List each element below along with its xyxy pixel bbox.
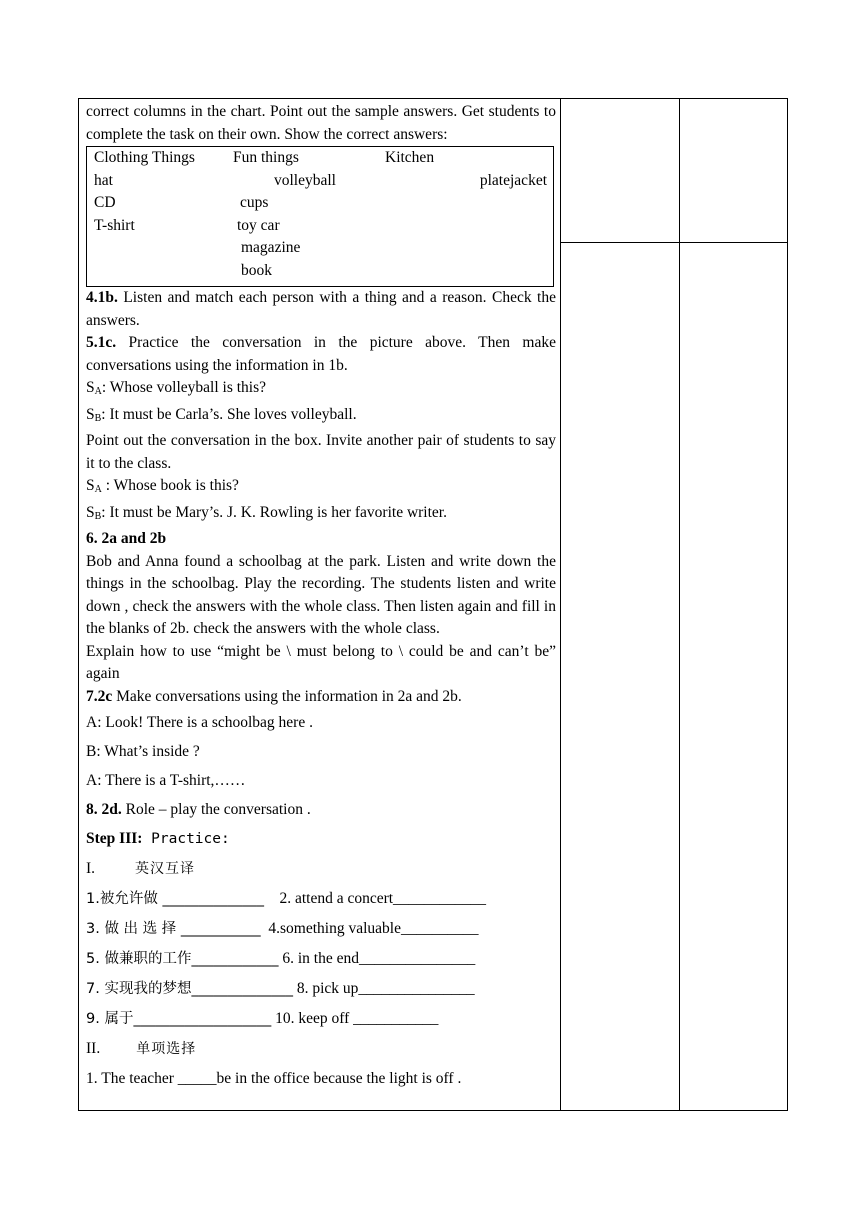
translate-item: 5. 做兼职的工作____________ (86, 951, 279, 967)
translate-item: 6. in the end_______________ (282, 950, 476, 967)
section-text: Practice the conversation in the picture above. Then make conversations using the information in 1b. (86, 334, 556, 374)
translate-item: 1.被允许做 ______________ (86, 891, 264, 907)
section-4 (86, 287, 556, 332)
conversation-line (86, 502, 556, 529)
chart-cell: cups (240, 194, 269, 211)
translate-item: 3. 做 出 选 择 ___________ (86, 921, 261, 937)
speaker-sub: A (94, 484, 102, 495)
dialog-line: A: There is a T-shirt,…… (86, 772, 246, 789)
speaker-sub: B (94, 412, 102, 424)
chart-row (94, 172, 553, 195)
part-1-heading (86, 854, 556, 884)
part-title: 英汉互译 (135, 861, 196, 877)
speaker: S (86, 503, 95, 521)
empty-cell (680, 99, 788, 243)
chart-row (94, 239, 553, 262)
translate-row (86, 1004, 556, 1034)
chart-cell: toy car (237, 216, 280, 234)
empty-cell (680, 243, 788, 1111)
chart-cell: platejacket (479, 171, 547, 189)
speaker: S (86, 379, 95, 396)
chart-row (94, 194, 553, 217)
step-text: Practice: (142, 831, 230, 847)
dialog-line: A: Look! There is a schoolbag here . (86, 714, 313, 731)
chart-header: Kitchen (385, 149, 435, 166)
section-5 (86, 332, 556, 377)
lesson-plan-table (78, 98, 788, 1111)
section-7 (86, 686, 556, 709)
chart-cell: magazine (241, 239, 301, 256)
translate-item: 10. keep off ___________ (275, 1010, 439, 1027)
chart-header-row (94, 149, 553, 172)
part-title: 单项选择 (136, 1041, 197, 1057)
chart-cell: T-shirt (94, 216, 135, 234)
translate-item: 4.something valuable__________ (268, 920, 479, 937)
chart-cell: book (241, 261, 272, 279)
section-number: 4.1b. (86, 289, 118, 306)
question-1: 1. The teacher _____be in the office because the light is off . (86, 1070, 462, 1087)
part-number: II. (86, 1040, 101, 1057)
chart-header: Clothing Things (94, 149, 195, 166)
chart-cell: CD (94, 194, 116, 211)
dialog-line: B: What’s inside ? (86, 743, 200, 760)
translate-row (86, 974, 556, 1004)
section-text: Role – play the conversation . (121, 801, 311, 818)
section-6-heading: 6. 2a and 2b (86, 530, 167, 547)
conversation-line (86, 404, 556, 431)
part-number: I. (86, 860, 96, 877)
chart-row (94, 217, 553, 240)
section-text: Listen and match each person with a thing and a reason. Check the answers. (86, 289, 556, 329)
translate-item: 9. 属于___________________ (86, 1011, 272, 1027)
speaker-sub: B (94, 510, 102, 522)
empty-cell (561, 99, 680, 243)
line-text: : It must be Mary’s. J. K. Rowling is her favorite writer. (101, 503, 447, 521)
instruction-paragraph: Point out the conversation in the box. Invite another pair of students to say it to the class. (86, 432, 556, 472)
translate-row (86, 914, 556, 944)
intro-paragraph: correct columns in the chart. Point out the sample answers. Get students to complete the task on their own. Show the correct answers: (86, 103, 556, 143)
part-2-heading (86, 1034, 556, 1064)
answer-chart (86, 146, 554, 287)
translate-row (86, 884, 556, 914)
section-text: Make conversations using the information in 2a and 2b. (112, 687, 462, 705)
line-text: : Whose book is this? (101, 477, 239, 494)
line-text: : Whose volleyball is this? (101, 379, 267, 396)
section-number: 8. 2d. (86, 801, 122, 818)
chart-cell: hat (94, 171, 113, 189)
speaker: S (86, 405, 95, 423)
conversation-line (86, 475, 556, 502)
speaker-sub: A (94, 386, 102, 397)
line-text: : It must be Carla’s. She loves volleyball. (101, 405, 357, 423)
translate-item: 7. 实现我的梦想______________ (86, 981, 293, 997)
speaker: S (86, 477, 95, 494)
section-number: 7.2c (86, 687, 113, 705)
step-label: Step III: (86, 830, 143, 847)
lesson-content-cell (79, 99, 561, 1111)
empty-cell (561, 243, 680, 1111)
chart-cell: volleyball (274, 171, 336, 189)
step-3-heading (86, 824, 556, 854)
translate-row (86, 944, 556, 974)
translate-item: 8. pick up_______________ (296, 980, 475, 997)
chart-row (94, 262, 553, 285)
conversation-line (86, 377, 556, 404)
section-6-text: Bob and Anna found a schoolbag at the park. Listen and write down the things in the schoolbag. Play the recording. The students listen and write down , check the answers with the whole class. Then listen again and fill in the blanks of 2b. check the answers with the whole class. (86, 552, 556, 637)
translate-item: 2. attend a concert____________ (279, 890, 487, 907)
section-number: 5.1c. (86, 334, 117, 351)
explain-paragraph: Explain how to use “might be \ must belong to \ could be and can’t be” again (86, 642, 556, 682)
section-8 (86, 795, 556, 824)
chart-header: Fun things (233, 149, 299, 166)
